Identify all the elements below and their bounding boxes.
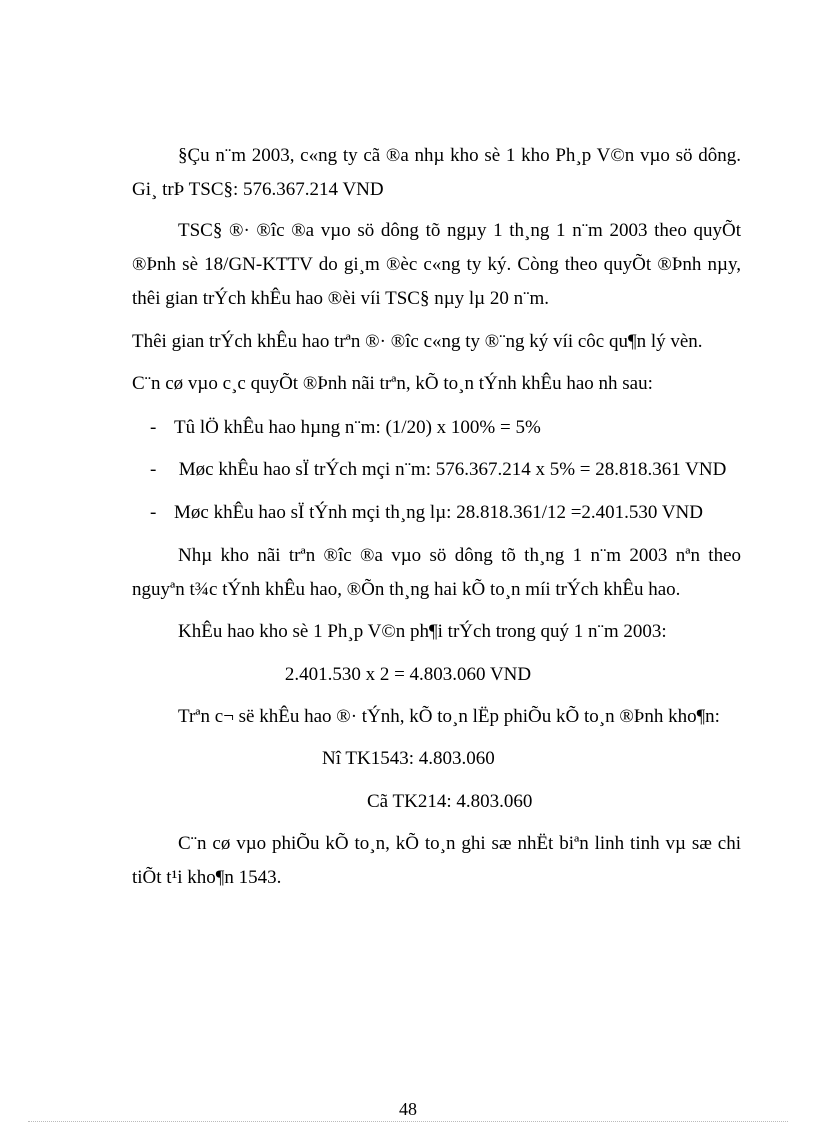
paragraph-ledger-record: C¨n cø vµo phiÕu kÕ to¸n, kÕ to¸n ghi sæ nhËt biªn linh tinh vµ sæ chi tiÕt t¹i kho¶n 1543. [132,833,741,888]
formula-line: 2.401.530 x 2 = 4.803.060 VND [284,664,532,685]
bullet-text: Møc khÊu hao sÏ trÝch mçi n¨m: 576.367.214 x 5% = 28.818.361 VND [174,459,727,480]
bullet-text: Tû lÖ khÊu hao hµng n¨m: (1/20) x 100% = 5% [174,417,541,438]
journal-entry-debit: Nî TK1543: 4.803.060 [322,748,495,769]
bullet-item-annual-rate [150,411,541,445]
bullet-text: Møc khÊu hao sÏ tÝnh mçi th¸ng lµ: 28.818.361/12 =2.401.530 VND [174,502,704,523]
paragraph-quarter-depreciation: KhÊu hao kho sè 1 Ph¸p V©n ph¶i trÝch trong quý 1 n¨m 2003: [178,621,667,642]
bullet-marker: - [150,502,157,523]
paragraph-registration: Thêi gian trÝch khÊu hao trªn ®· ®îc c«ng ty ®¨ng ký víi côc qu¶n lý vèn. [132,331,703,352]
paragraph-depreciation-decision: TSC§ ®· ®îc ®a vµo sö dông tõ ngµy 1 th¸ng 1 n¨m 2003 theo quyÕt ®Þnh sè 18/GN-KTTV do gi¸m ®èc c«ng ty ký. Còng theo quyÕt ®Þnh nµy, thêi gian trÝch khÊu hao ®èi víi TSC§ nµy lµ 20 n¨m. [132,220,741,309]
paragraph-accounting-voucher: Trªn c¬ së khÊu hao ®· tÝnh, kÕ to¸n lËp phiÕu kÕ to¸n ®Þnh kho¶n: [178,706,720,727]
bullet-item-monthly-amount [150,496,703,530]
bullet-item-annual-amount [150,453,726,487]
bullet-marker: - [150,459,157,480]
journal-entry-credit: Cã TK214: 4.803.060 [367,791,533,812]
page-number: 48 [399,1099,417,1119]
paragraph-warehouse-intro: §Çu n¨m 2003, c«ng ty cã ®a nhµ kho sè 1 kho Ph¸p V©n vµo sö dông. Gi¸ trÞ TSC§: 576.367.214 VND [132,145,741,200]
paragraph-calculation-intro: C¨n cø vµo c¸c quyÕt ®Þnh nãi trªn, kÕ to¸n tÝnh khÊu hao nh sau: [132,373,653,394]
paragraph-depreciation-start: Nhµ kho nãi trªn ®îc ®a vµo sö dông tõ th¸ng 1 n¨m 2003 nªn theo nguyªn t¾c tÝnh khÊu hao, ®Õn th¸ng hai kÕ to¸n míi trÝch khÊu hao. [132,545,741,600]
bullet-marker: - [150,417,157,438]
footer-divider [28,1121,788,1122]
